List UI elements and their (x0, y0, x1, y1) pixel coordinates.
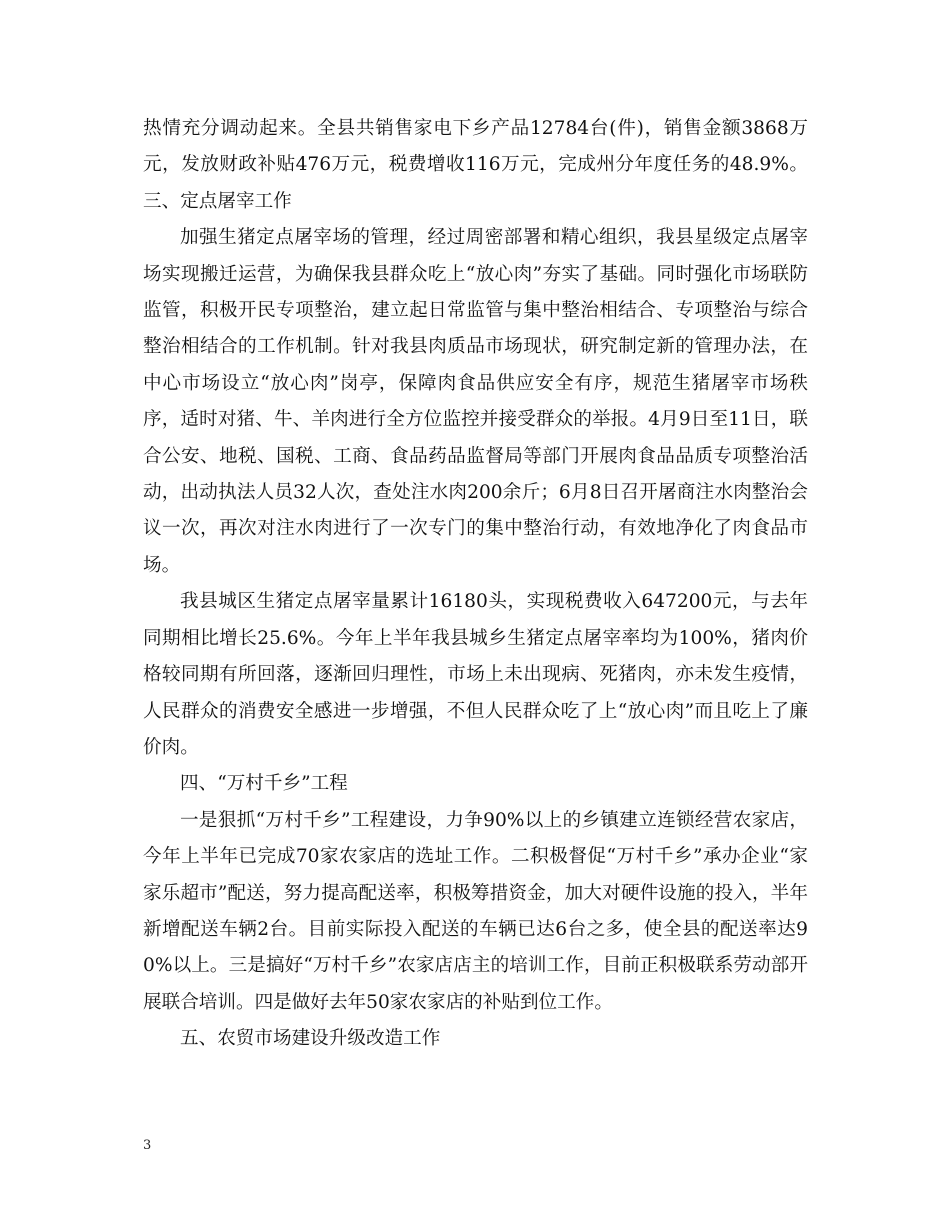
document-body (143, 111, 808, 1058)
section-heading-5: 五、农贸市场建设升级改造工作 (180, 1028, 441, 1050)
section-heading-4: 四、“万村千乡”工程 (180, 773, 348, 795)
paragraph-slaughter-management: 加强生猪定点屠宰场的管理，经过周密部署和精心组织，我县星级定点屠宰场实现搬迁运营，为确保我县群众吃上“放心肉”夯实了基础。同时强化市场联防监管，积极开民专项整治，建立起日常监管与集中整治相结合、专项整治与综合整治相结合的工作机制。针对我县肉质品市场现状，研究制定新的管理办法，在中心市场设立“放心肉”岗亭，保障肉食品供应安全有序，规范生猪屠宰市场秩序，适时对猪、牛、羊肉进行全方位监控并接受群众的举报。4月9日至11日，联合公安、地税、国税、工商、食品药品监督局等部门开展肉食品品质专项整治活动，出动执法人员32人次，查处注水肉200余斤；6月8日召开屠商注水肉整治会议一次，再次对注水肉进行了一次专门的集中整治行动，有效地净化了肉食品市场。 (143, 227, 808, 576)
page-number: 3 (143, 1138, 152, 1153)
paragraph-slaughter-statistics: 我县城区生猪定点屠宰量累计16180头，实现税费收入647200元，与去年同期相比增长25.6%。今年上半年我县城乡生猪定点屠宰率均为100%，猪肉价格较同期有所回落，逐渐回归理性，市场上未出现病、死猪肉，亦未发生疫情，人民群众的消费安全感进一步增强，不但人民群众吃了上“放心肉”而且吃上了廉价肉。 (143, 591, 808, 758)
paragraph-continuation: 热情充分调动起来。全县共销售家电下乡产品12784台(件)，销售金额3868万元，发放财政补贴476万元，税费增收116万元，完成州分年度任务的48.9%。三、定点屠宰工作 (143, 118, 808, 212)
paragraph-village-project: 一是狠抓“万村千乡”工程建设，力争90%以上的乡镇建立连锁经营农家店，今年上半年已完成70家农家店的选址工作。二积极督促“万村千乡”承办企业“家家乐超市”配送，努力提高配送率，积极筹措资金，加大对硬件设施的投入，半年新增配送车辆2台。目前实际投入配送的车辆已达6台之多，使全县的配送率达90%以上。三是搞好“万村千乡”农家店店主的培训工作，目前正积极联系劳动部开展联合培训。四是做好去年50家农家店的补贴到位工作。 (143, 809, 808, 1013)
